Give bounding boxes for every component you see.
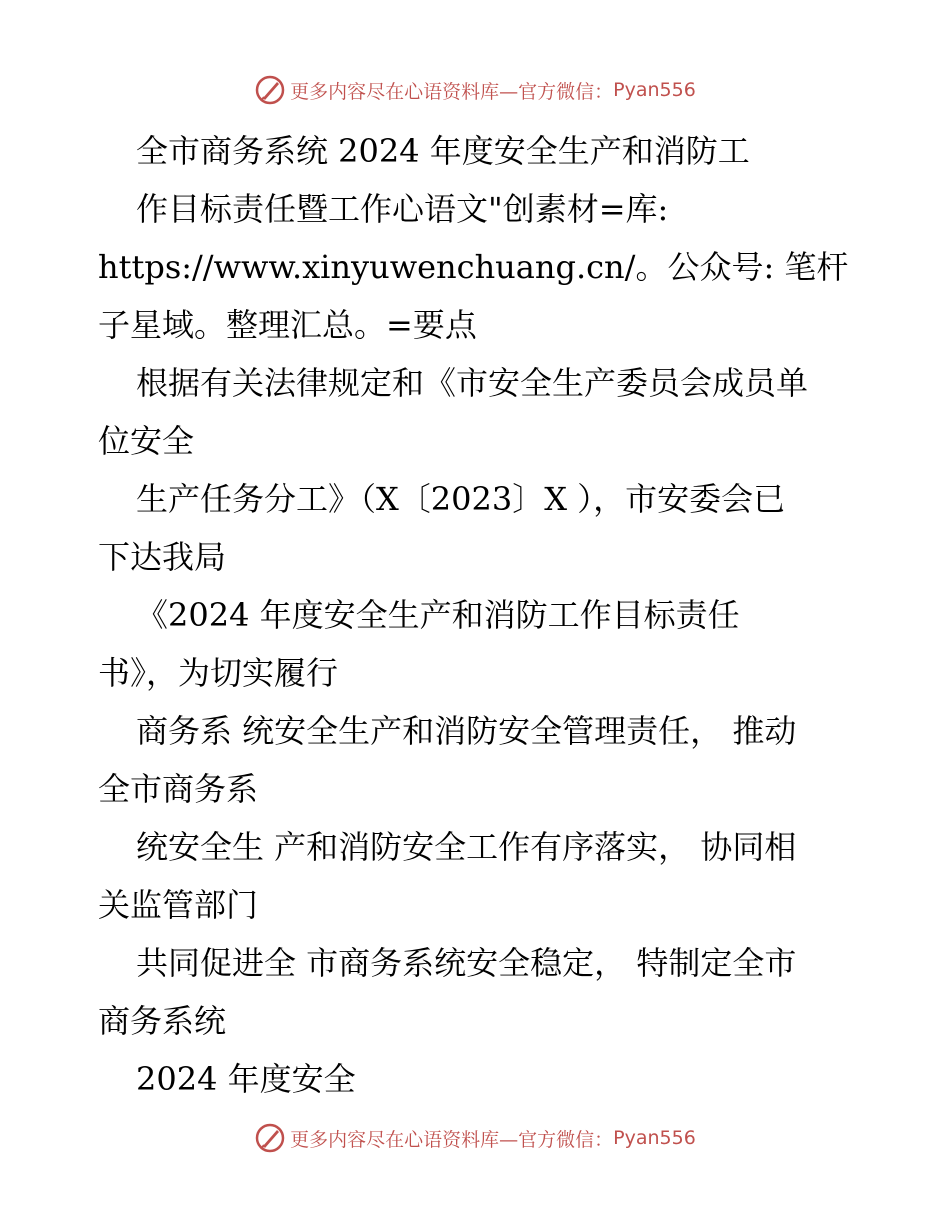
body-line: 生产任务分工》（X〔2023〕X ），市安委会已 [136,480,786,518]
body-line: 全市商务系统 2024 年度安全生产和消防工 [136,132,750,170]
header-banner-text: 更多内容尽在心语资料库—官方微信： [290,80,614,103]
body-line: 关监管部门 [98,886,259,924]
body-line: 商务系统 [98,1002,227,1040]
feather-pen-logo-icon [254,74,286,106]
body-line: 书》，为切实履行 [98,654,339,692]
body-line: 位安全 [98,422,195,460]
footer-banner [0,1118,950,1158]
body-line: 根据有关法律规定和《市安全生产委员会成员单 [136,364,809,402]
body-line: 《2024 年度安全生产和消防工作目标责任 [136,596,740,634]
body-line: 全市商务系 [98,770,259,808]
body-line: 商务系 统安全生产和消防安全管理责任， 推动 [136,712,797,750]
body-line: https://www.xinyuwenchuang.cn/。公众号: 笔杆 [98,248,849,286]
header-banner [0,70,950,110]
footer-banner-id: Pyan556 [613,1127,696,1149]
body-line: 统安全生 产和消防安全工作有序落实， 协同相 [136,828,797,866]
body-line: 子星域。整理汇总。=要点 [98,306,477,344]
header-banner-id: Pyan556 [613,79,696,101]
footer-banner-text: 更多内容尽在心语资料库—官方微信： [290,1128,614,1151]
body-line: 下达我局 [98,538,227,576]
body-line: 2024 年度安全 [136,1060,356,1098]
body-line: 作目标责任暨工作心语文"创素材=库: [136,190,669,228]
feather-pen-logo-icon [254,1122,286,1154]
document-body [98,122,858,1108]
body-line: 共同促进全 市商务系统安全稳定， 特制定全市 [136,944,797,982]
